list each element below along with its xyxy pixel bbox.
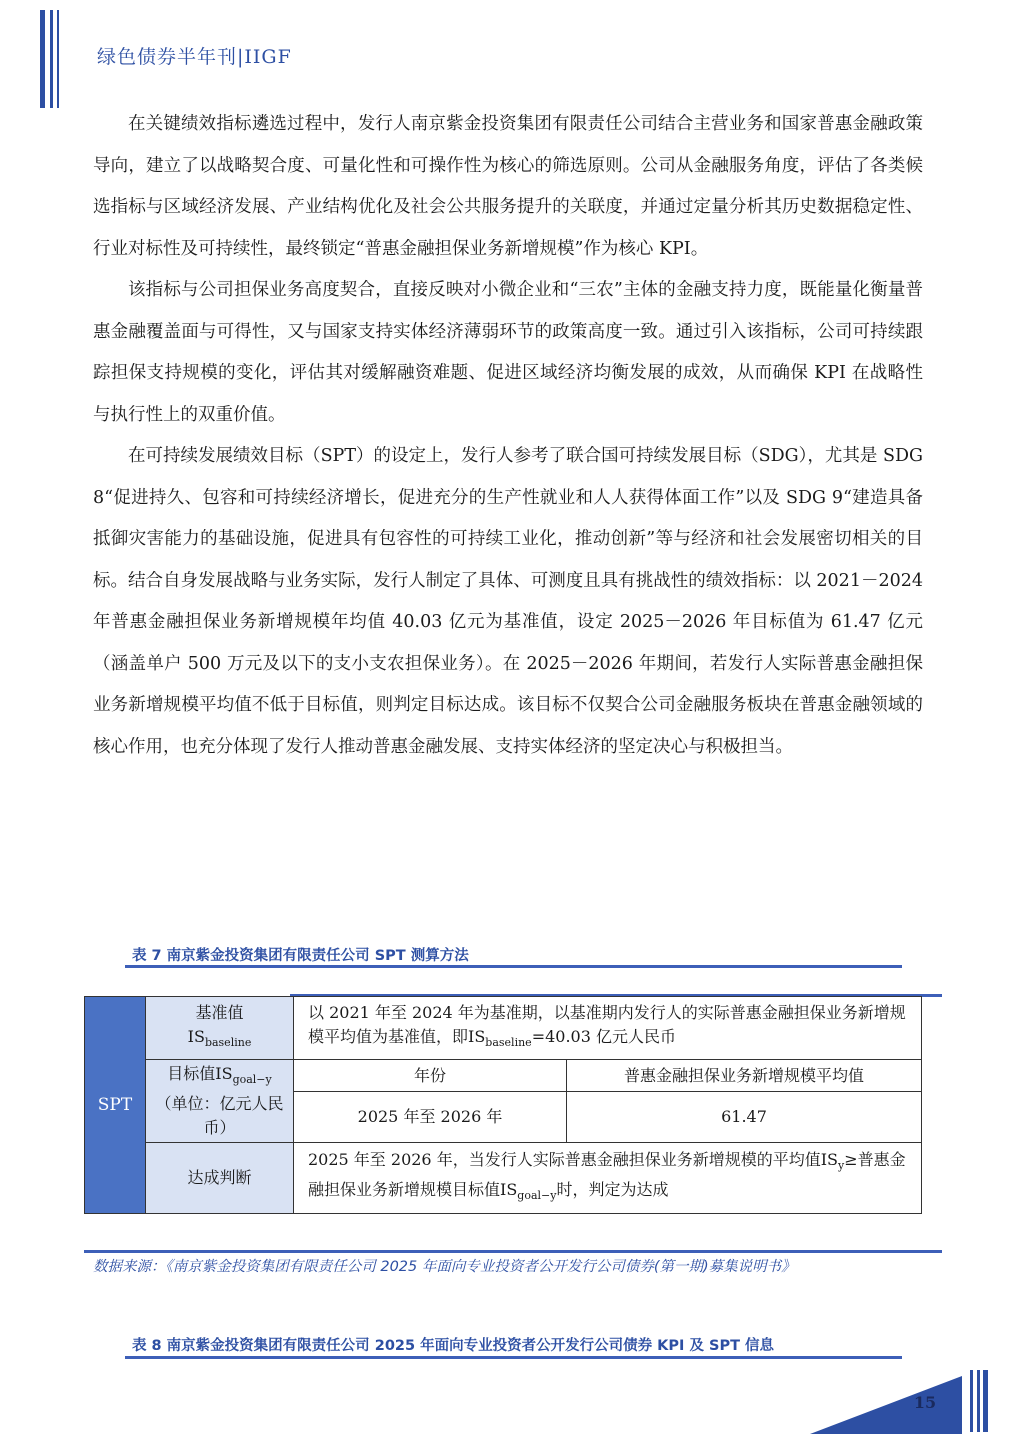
baseline-desc-sub: baseline xyxy=(485,1036,532,1050)
value-header-cell: 普惠金融担保业务新增规模平均值 xyxy=(567,1060,922,1092)
goal-label: 目标值IS xyxy=(167,1064,233,1084)
judge-description-cell xyxy=(294,1143,922,1214)
goal-unit: （单位：亿元人民币） xyxy=(155,1094,284,1138)
judge-desc-sub1: y xyxy=(837,1159,845,1173)
judge-desc-part1: 2025 年至 2026 年，当发行人实际普惠金融担保业务新增规模的平均值IS xyxy=(308,1150,838,1170)
baseline-desc-part2: =40.03 亿元人民币 xyxy=(531,1027,676,1046)
year-value-cell: 2025 年至 2026 年 xyxy=(294,1092,567,1143)
judge-label-cell: 达成判断 xyxy=(146,1143,294,1214)
paragraph-1: 在关键绩效指标遴选过程中，发行人南京紫金投资集团有限责任公司结合主营业务和国家普惠金融政策导向，建立了以战略契合度、可量化性和可操作性为核心的筛选原则。公司从金融服务角度，评估了各类候选指标与区域经济发展、产业结构优化及社会公共服务提升的关联度，并通过定量分析其历史数据稳定性、行业对标性及可持续性，最终锁定“普惠金融担保业务新增规模”作为核心 KPI。 xyxy=(93,114,923,259)
header-title: 绿色债券半年刊|IIGF xyxy=(97,46,292,68)
baseline-symbol-sub: baseline xyxy=(204,1036,252,1050)
baseline-label-cell xyxy=(146,997,294,1060)
table7-caption-underline xyxy=(125,965,902,968)
goal-label-cell xyxy=(146,1060,294,1143)
baseline-symbol: IS xyxy=(187,1027,205,1046)
header-decoration-bars xyxy=(40,10,80,108)
table8-caption-underline xyxy=(125,1356,902,1359)
spt-label-cell: SPT xyxy=(85,997,146,1214)
footer-decoration-bars xyxy=(970,1370,1000,1432)
paragraph-2: 该指标与公司担保业务高度契合，直接反映对小微企业和“三农”主体的金融支持力度，既能量化衡量普惠金融覆盖面与可得性，又与国家支持实体经济薄弱环节的政策高度一致。通过引入该指标，公司可持续跟踪担保支持规模的变化，评估其对缓解融资难题、促进区域经济均衡发展的成效，从而确保 KPI 在战略性与执行性上的双重价值。 xyxy=(93,280,923,425)
spt-table xyxy=(84,996,922,1214)
body-text xyxy=(93,104,923,768)
page-number: 15 xyxy=(913,1393,937,1412)
judge-desc-part3: 时，判定为达成 xyxy=(556,1180,669,1200)
baseline-label: 基准值 xyxy=(195,1003,244,1022)
table7-caption: 表 7 南京紫金投资集团有限责任公司 SPT 测算方法 xyxy=(132,948,469,964)
baseline-description-cell xyxy=(294,997,922,1060)
table8-caption: 表 8 南京紫金投资集团有限责任公司 2025 年面向专业投资者公开发行公司债券 KPI 及 SPT 信息 xyxy=(132,1338,775,1354)
source-top-rule xyxy=(84,1250,942,1253)
judge-desc-sub2: goal−y xyxy=(517,1189,557,1203)
target-value-cell: 61.47 xyxy=(567,1092,922,1143)
baseline-desc-part1: 以 2021 年至 2024 年为基准期，以基准期内发行人的实际普惠金融担保业务新增规模平均值为基准值，即IS xyxy=(308,1003,906,1046)
paragraph-3: 在可持续发展绩效目标（SPT）的设定上，发行人参考了联合国可持续发展目标（SDG），尤其是 SDG 8“促进持久、包容和可持续经济增长，促进充分的生产性就业和人人获得体面工作”以及 SDG 9“建造具备抵御灾害能力的基础设施，促进具有包容性的可持续工业化，推动创新”等与经济和社会发展密切相关的目标。结合自身发展战略与业务实际，发行人制定了具体、可测度且具有挑战性的绩效指标：以 2021－2024 年普惠金融担保业务新增规模年均值 40.03 亿元为基准值，设定 2025－2026 年目标值为 61.47 亿元（涵盖单户 500 万元及以下的支小支农担保业务）。在 2025－2026 年期间，若发行人实际普惠金融担保业务新增规模平均值不低于目标值，则判定目标达成。该目标不仅契合公司金融服务板块在普惠金融领域的核心作用，也充分体现了发行人推动普惠金融发展、支持实体经济的坚定决心与积极担当。 xyxy=(93,446,923,757)
goal-label-sub: goal−y xyxy=(232,1073,272,1087)
data-source-note: 数据来源：《南京紫金投资集团有限责任公司 2025 年面向专业投资者公开发行公司债券(第一期)募集说明书》 xyxy=(93,1259,796,1275)
judge-desc-part2: ≥普惠金融担保业务新增规模目标值IS xyxy=(308,1150,906,1200)
year-header-cell: 年份 xyxy=(294,1060,567,1092)
